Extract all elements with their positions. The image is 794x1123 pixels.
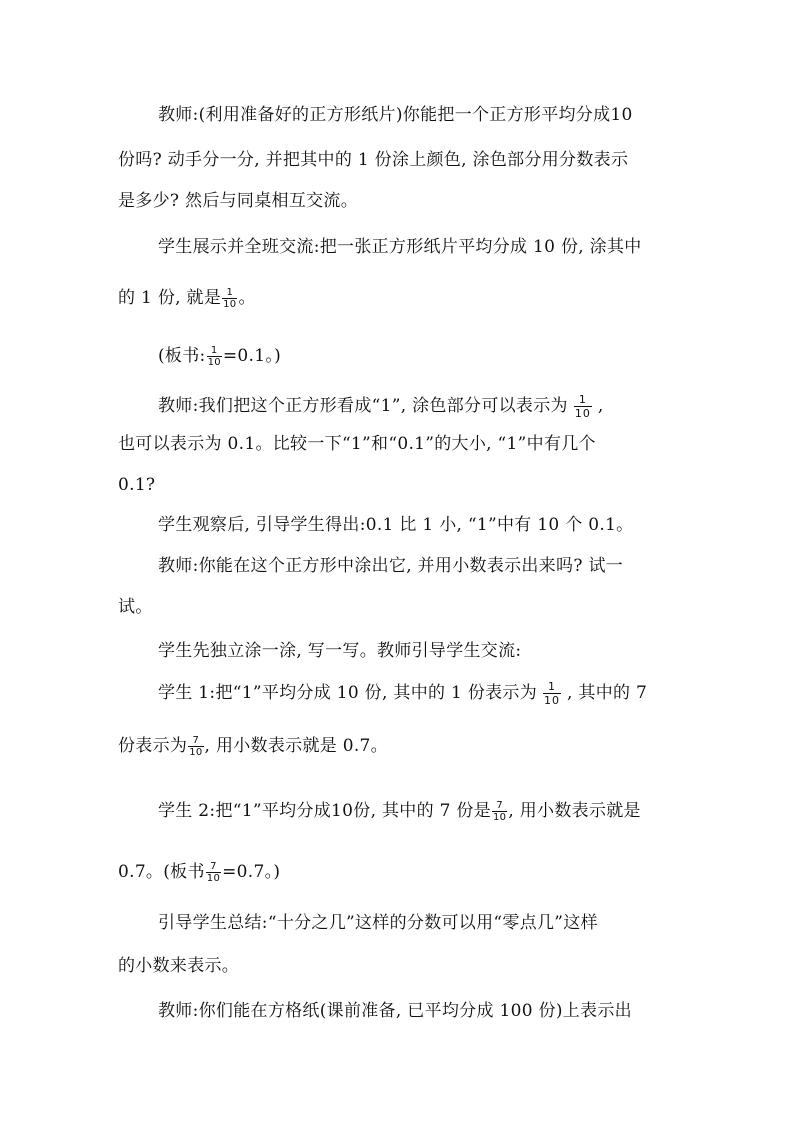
fraction-denominator: 10 [223, 299, 237, 310]
text-line: 0.1? [118, 475, 156, 495]
text-segment: , 用小数表示就是 [508, 801, 641, 821]
text-line: 份吗? 动手分一分, 并把其中的 1 份涂上颜色, 涂色部分用分数表示 [118, 150, 629, 170]
text-line: 学生展示并全班交流:把一张正方形纸片平均分成 10 份, 涂其中 [158, 237, 642, 257]
text-segment: 。 [238, 288, 256, 308]
text-segment: 学生 2:把“1”平均分成10份, 其中的 7 份是 [158, 801, 492, 821]
fraction-denominator: 10 [493, 812, 507, 823]
text-segment: (板书: [158, 346, 206, 366]
text-line: 的小数来表示。 [118, 956, 240, 976]
text-line: 教师:你能在这个正方形中涂出它, 并用小数表示出来吗? 试一 [158, 556, 624, 576]
fraction-numerator: 1 [574, 393, 592, 407]
text-line: 教师:(利用准备好的正方形纸片)你能把一个正方形平均分成10 [158, 105, 633, 125]
text-segment: =0.7。) [222, 862, 281, 882]
text-line: 引导学生总结:“十分之几”这样的分数可以用“零点几”这样 [158, 913, 598, 933]
fraction-denominator: 10 [206, 873, 221, 884]
text-line: 学生观察后, 引导学生得出:0.1 比 1 小, “1”中有 10 个 0.1。 [158, 515, 634, 535]
fraction-one-tenth [574, 393, 592, 420]
fraction-numerator: 1 [222, 287, 237, 299]
fraction-numerator: 1 [543, 680, 561, 694]
text-line: 是多少? 然后与同桌相互交流。 [118, 191, 359, 211]
text-line: 教师:你们能在方格纸(课前准备, 已平均分成 100 份)上表示出 [158, 1001, 632, 1021]
text-segment: , 其中的 7 [567, 683, 648, 703]
fraction-denominator: 10 [189, 747, 203, 758]
text-segment: 份表示为 [118, 736, 188, 756]
text-segment: =0.1。) [222, 346, 282, 366]
fraction-denominator: 10 [574, 407, 591, 420]
text-line [158, 680, 647, 707]
text-segment: , [597, 396, 604, 416]
fraction-seven-tenths [492, 800, 507, 823]
board-note [118, 861, 280, 884]
text-line [158, 393, 604, 420]
fraction-one-tenth [222, 287, 237, 310]
fraction-denominator: 10 [207, 357, 221, 368]
fraction-numerator: 7 [188, 735, 203, 747]
text-segment: 0.7。(板书 [118, 862, 205, 882]
fraction-numerator: 7 [206, 861, 221, 873]
text-line [118, 287, 256, 310]
text-segment: , 用小数表示就是 0.7。 [204, 736, 388, 756]
fraction-numerator: 7 [492, 800, 507, 812]
fraction-numerator: 1 [207, 345, 222, 357]
text-line: 试。 [118, 597, 153, 617]
text-segment: 学生 1:把“1”平均分成 10 份, 其中的 1 份表示为 [158, 683, 538, 703]
fraction-seven-tenths [188, 735, 203, 758]
board-note [158, 345, 281, 368]
fraction-seven-tenths [206, 861, 221, 884]
text-line: 也可以表示为 0.1。比较一下“1”和“0.1”的大小, “1”中有几个 [118, 434, 596, 454]
fraction-one-tenth [207, 345, 222, 368]
text-line [158, 800, 641, 823]
text-line: 学生先独立涂一涂, 写一写。教师引导学生交流: [158, 641, 522, 661]
text-segment: 的 1 份, 就是 [118, 288, 222, 308]
text-segment: 教师:我们把这个正方形看成“1”, 涂色部分可以表示为 [158, 396, 568, 416]
text-line [118, 735, 388, 758]
fraction-one-tenth [543, 680, 561, 707]
fraction-denominator: 10 [544, 694, 561, 707]
